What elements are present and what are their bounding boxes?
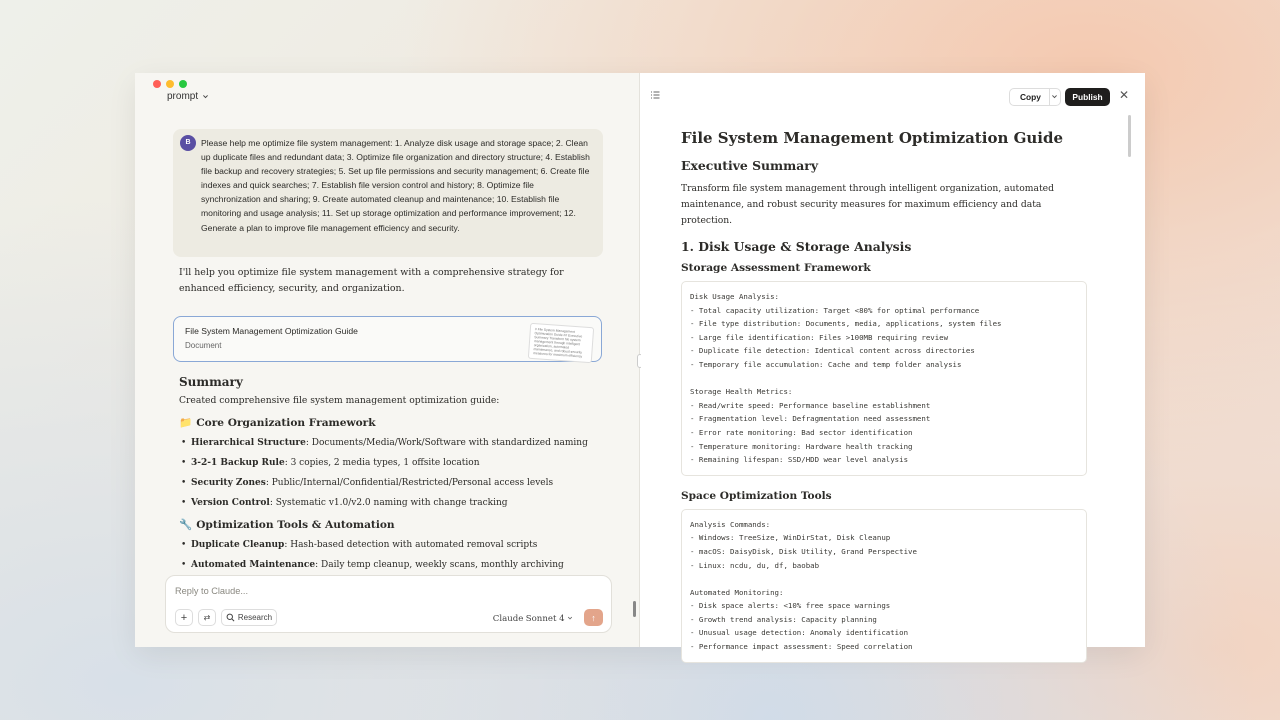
chat-panel	[135, 73, 640, 647]
minimize-window-button[interactable]	[166, 80, 174, 88]
chevron-down-icon	[1051, 93, 1058, 100]
bullet-list	[179, 438, 599, 508]
subsection-heading: Space Optimization Tools	[681, 489, 832, 502]
avatar: B	[180, 135, 196, 151]
close-icon: ✕	[1119, 88, 1130, 102]
copy-button[interactable]: Copy	[1010, 89, 1050, 105]
section-title: Optimization Tools & Automation	[196, 518, 395, 531]
list-icon[interactable]	[650, 90, 660, 103]
chat-title: prompt	[167, 91, 199, 102]
section-heading	[179, 416, 599, 429]
section-heading	[179, 518, 599, 531]
chat-title-dropdown[interactable]	[167, 91, 209, 102]
code-block: Analysis Commands: - Windows: TreeSize, WinDirStat, Disk Cleanup - macOS: DaisyDisk, Disk Utility, Grand Perspective - Linux: ncdu, du, df, baobab Automated Monitoring: - Disk space alerts: <10% free space warnings - Growth trend analysis: Capacity planning - Unusual usage detection: Anomaly identification - Performance impact assessment: Speed correlation	[681, 509, 1087, 663]
research-label: Research	[237, 613, 273, 622]
research-button[interactable]	[221, 609, 277, 626]
list-item: • Duplicate Cleanup: Hash-based detection with automated removal scripts	[179, 540, 599, 550]
folder-icon: 📁	[179, 417, 193, 429]
document-scrollbar[interactable]	[1128, 115, 1131, 157]
composer	[165, 575, 612, 633]
model-name: Claude	[492, 614, 524, 624]
sliders-icon: ⇄	[203, 613, 211, 622]
paragraph: Transform file system management through intelligent organization, automated maintenance, and robust security measures for maximum efficiency and data protection.	[681, 183, 1054, 226]
send-button[interactable]	[584, 609, 603, 626]
close-artifact-button[interactable]	[1119, 88, 1129, 102]
chevron-down-icon	[567, 615, 573, 621]
artifact-title: File System Management Optimization Guide	[185, 326, 358, 336]
summary-section	[179, 375, 599, 575]
assistant-reply: I'll help you optimize file system management with a comprehensive strategy for enhanced efficiency, security, and organization.	[179, 267, 564, 294]
list-item: • 3-2-1 Backup Rule: 3 copies, 2 media types, 1 offsite location	[179, 458, 599, 468]
copy-button-group	[1009, 88, 1061, 106]
chat-scrollbar[interactable]	[633, 601, 636, 617]
artifact-type: Document	[185, 341, 222, 350]
user-message-text: Please help me optimize file system management: 1. Analyze disk usage and storage space; 2. Clean up duplicate files and redundant data; 3. Optimize file organization and directory structure; 4. Establish file backup and recovery strategies; 5. Set up file permissions and security management; 6. Create file indexes and quick searches; 7. Establish file version control and history; 8. Optimize file synchronization and sharing; 9. Create automated cleanup and maintenance; 10. Establish file monitoring and usage analysis; 11. Set up storage optimization and performance improvement; 12. Generate a plan to improve file management efficiency and security.	[201, 138, 590, 233]
publish-button[interactable]: Publish	[1065, 88, 1110, 106]
artifact-thumbnail: # File System Management Optimization Guide ## Executive Summary Transform file system management through intelligent organization, automated maintenance, and robust security measures for maximum efficiency	[528, 323, 594, 363]
plus-icon: +	[180, 611, 188, 624]
window-controls	[153, 80, 187, 88]
tools-button[interactable]	[198, 609, 216, 626]
summary-intro: Created comprehensive file system management optimization guide:	[179, 395, 500, 406]
list-item: • Hierarchical Structure: Documents/Media/Work/Software with standardized naming	[179, 438, 599, 448]
bullet-list	[179, 540, 599, 570]
document-content	[681, 129, 1087, 652]
section-heading: Executive Summary	[681, 158, 819, 173]
list-item: • Automated Maintenance: Daily temp cleanup, weekly scans, monthly archiving	[179, 560, 599, 570]
list-item: • Version Control: Systematic v1.0/v2.0 naming with change tracking	[179, 498, 599, 508]
artifact-card[interactable]	[173, 316, 602, 362]
close-window-button[interactable]	[153, 80, 161, 88]
app-window	[135, 73, 1145, 652]
summary-heading: Summary	[179, 375, 243, 389]
search-icon	[226, 613, 235, 622]
add-button[interactable]	[175, 609, 193, 626]
document-title: File System Management Optimization Guide	[681, 129, 1064, 147]
wrench-icon: 🔧	[179, 519, 193, 531]
model-selector[interactable]	[493, 613, 573, 624]
reply-input[interactable]: Reply to Claude...	[175, 586, 249, 596]
code-block: Disk Usage Analysis: - Total capacity utilization: Target <80% for optimal performance - File type distribution: Documents, media, applications, system files - Large file identification: Files >100MB requiring review - Duplicate file detection: Identical content across directories - Temporary file accumulation: Cache and temp folder analysis Storage Health Metrics: - Read/write speed: Performance baseline establishment - Fragmentation level: Defragmentation need assessment - Error rate monitoring: Bad sector identification - Temperature monitoring: Hardware health tracking - Remaining lifespan: SSD/HDD wear level analysis	[681, 281, 1087, 476]
artifact-panel	[641, 73, 1145, 652]
maximize-window-button[interactable]	[179, 80, 187, 88]
model-version: Sonnet 4	[525, 614, 565, 624]
list-item: • Security Zones: Public/Internal/Confidential/Restricted/Personal access levels	[179, 478, 599, 488]
copy-options-button[interactable]	[1050, 93, 1060, 102]
chevron-down-icon	[202, 93, 209, 100]
user-message	[173, 129, 603, 257]
section-title: Core Organization Framework	[196, 416, 376, 429]
subsection-heading: Storage Assessment Framework	[681, 262, 871, 274]
section-heading: 1. Disk Usage & Storage Analysis	[681, 239, 912, 254]
arrow-up-icon: ↑	[591, 612, 596, 623]
